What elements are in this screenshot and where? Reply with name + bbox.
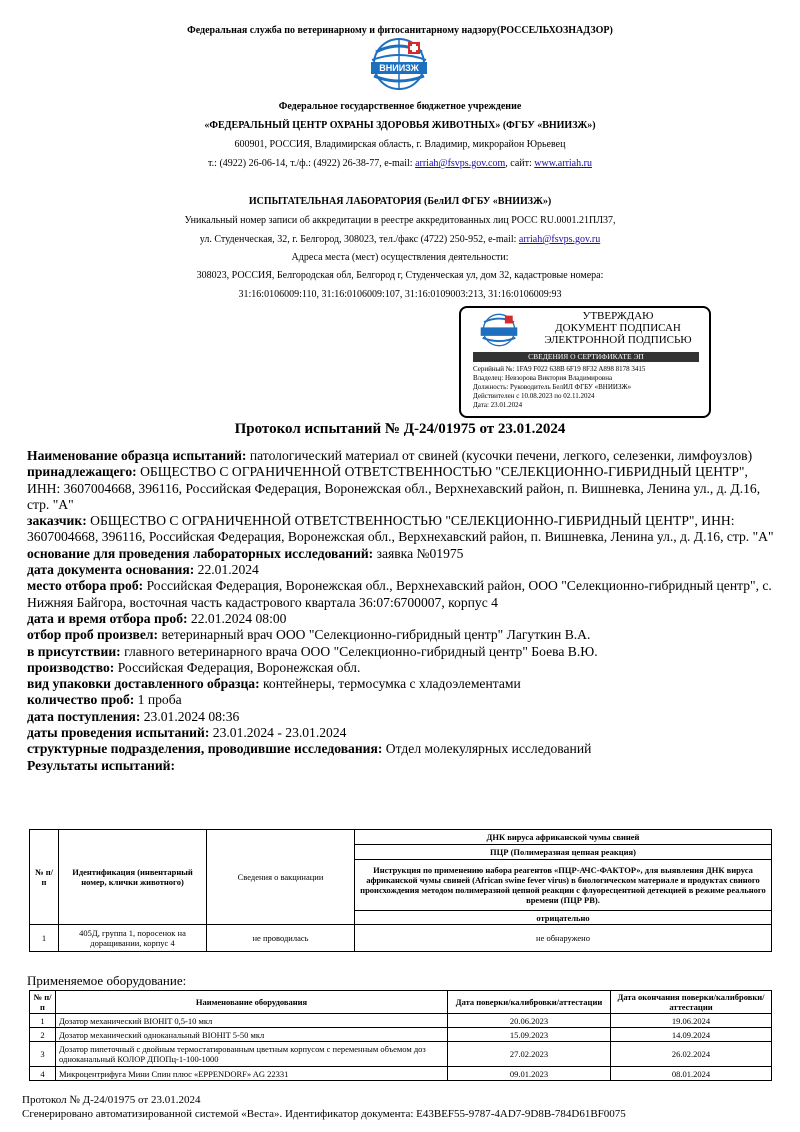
protocol-title: Протокол испытаний № Д-24/01975 от 23.01.2024 [234,421,566,437]
stamp-owner: Владелец: Невзорова Виктория Владимировна [473,374,613,382]
sample-fields [27,448,777,774]
field-departments: структурные подразделения, проводившие исследования: Отдел молекулярных исследований [27,741,592,757]
results-norm: отрицательно [355,911,772,925]
lab-accreditation: Уникальный номер записи об аккредитации в реестре аккредитованных лиц РОСС RU.0001.21ПЛ37, [184,215,616,226]
field-test-dates: даты проведения испытаний: 23.01.2024 - 23.01.2024 [27,725,347,741]
equip-col-num: № п/п [30,991,56,1014]
org-contacts [0,157,800,170]
field-sampling-datetime: дата и время отбора проб: 22.01.2024 08:00 [27,610,287,626]
org-site-link[interactable]: www.arriah.ru [534,158,592,169]
field-sample-name: Наименование образца испытаний: патологический материал от свиней (кусочки печени, легкого, селезенки, лимфоузлов) [27,448,753,463]
stamp-date: Дата: 23.01.2024 [473,401,523,409]
equip-end: 19.06.2024 [611,1014,772,1028]
field-results-heading: Результаты испытаний: [27,757,176,773]
equipment-title: Применяемое оборудование: [27,973,187,988]
stamp-serial: Серийный №: 1FA9 F022 638B 6F19 8F32 A898 8178 3415 [473,365,646,373]
equip-name: Дозатор механический одноканальный BIOHIT 5-50 мкл [56,1028,448,1042]
results-analyte: ДНК вируса африканской чумы свиней [355,830,772,845]
equip-end: 14.09.2024 [611,1028,772,1042]
results-row-result: не обнаружено [355,925,772,952]
stamp-details [473,365,645,410]
logo-text: ВНИИЗЖ [379,63,419,73]
org-line1: Федеральное государственное бюджетное учреждение [278,101,522,112]
stamp-cert-bar: СВЕДЕНИЯ О СЕРТИФИКАТЕ ЭП [473,352,699,362]
table-row [30,1067,772,1081]
field-customer: заказчик: ОБЩЕСТВО С ОГРАНИЧЕННОЙ ОТВЕТСТВЕННОСТЬЮ "СЕЛЕКЦИОННО-ГИБРИДНЫЙ ЦЕНТР", ИНН: 3607004668, 396116, Российская Федерация, Воронежская обл., Верхнехавский район, п. Вишневка, Ленина ул., д. Д.16, стр. "А" [27,513,774,545]
equip-name: Микроцентрифуга Мини Спин плюс «EPPENDORF» AG 22331 [56,1067,448,1081]
equipment-table [29,990,772,1081]
equip-name: Дозатор пипеточный с двойным термостатированным цветным корпусом с переменным объемом доз одноканальный КОЛОР ДПОПц-1-100-1000 [56,1042,448,1067]
lab-places-line2: 31:16:0106009:110, 31:16:0106009:107, 31:16:0109003:213, 31:16:0106009:93 [238,289,562,300]
table-row [30,925,772,952]
equip-col-date: Дата поверки/калибровки/аттестации [448,991,611,1014]
table-row [30,1014,772,1028]
vniizzh-logo-icon [364,38,434,90]
stamp-line3: ЭЛЕКТРОННОЙ ПОДПИСЬЮ [544,334,692,346]
lab-places-line1: 308023, РОССИЯ, Белгородская обл, Белгород г, Студенческая ул, дом 32, кадастровые номера: [196,270,604,281]
stamp-valid: Действителен с 10.08.2023 по 02.11.2024 [473,392,595,400]
equip-end: 08.01.2024 [611,1067,772,1081]
equip-num: 2 [30,1028,56,1042]
results-method: ПЦР (Полимеразная цепная реакция) [355,845,772,860]
lab-contacts [0,233,800,246]
equip-date: 27.02.2023 [448,1042,611,1067]
org-line2: «ФЕДЕРАЛЬНЫЙ ЦЕНТР ОХРАНЫ ЗДОРОВЬЯ ЖИВОТНЫХ» (ФГБУ «ВНИИЗЖ») [204,120,596,131]
stamp-line1: УТВЕРЖДАЮ [582,310,654,322]
results-col-vacc: Сведения о вакцинации [207,830,355,925]
org-site-prefix: , сайт: [505,158,535,169]
equip-num: 3 [30,1042,56,1067]
e-signature-stamp [459,306,711,418]
lab-contacts-prefix: ул. Студенческая, 32, г. Белгород, 308023, тел./факс (4722) 250-952, e-mail: [199,234,519,245]
org-address: 600901, РОССИЯ, Владимирская область, г. Владимир, микрорайон Юрьевец [234,139,566,150]
results-row-vacc: не проводилась [207,925,355,952]
stamp-logo-icon [475,313,523,347]
org-email-link[interactable]: arriah@fsvps.gov.com [415,158,506,169]
field-sampled-by: отбор проб произвел: ветеринарный врач ООО "Селекционно-гибридный центр" Лагуткин В.А. [27,627,591,643]
field-production: производство: Российская Федерация, Воронежская обл. [27,659,361,675]
agency-name: Федеральная служба по ветеринарному и фитосанитарному надзору(РОССЕЛЬХОЗНАДЗОР) [187,25,613,36]
stamp-position: Должность: Руководитель БелИЛ ФГБУ «ВНИИЗЖ» [473,383,632,391]
equip-date: 20.06.2023 [448,1014,611,1028]
equip-num: 4 [30,1067,56,1081]
field-sampling-place: место отбора проб: Российская Федерация, Воронежская обл., Верхнехавский район, ООО "Селекционно-гибридный центр", с. Нижняя Байгора, восточная часть кадастрового квартала 36:07:6700007, корпус 4 [27,578,772,610]
equip-col-end: Дата окончания поверки/калибровки/аттестации [611,991,772,1014]
results-row-id: 405Д, группа 1, поросенок на доращивании, корпус 4 [59,925,207,952]
table-row [30,1028,772,1042]
field-received-date: дата поступления: 23.01.2024 08:36 [27,708,240,724]
equip-num: 1 [30,1014,56,1028]
results-col-num: № п/п [30,830,59,925]
field-packaging: вид упаковки доставленного образца: контейнеры, термосумка с хладоэлементами [27,676,521,692]
results-table [29,829,772,952]
footer-protocol: Протокол № Д-24/01975 от 23.01.2024 [22,1094,201,1106]
equip-col-name: Наименование оборудования [56,991,448,1014]
field-basis: основание для проведения лабораторных исследований: заявка №01975 [27,545,464,561]
stamp-line2: ДОКУМЕНТ ПОДПИСАН [555,322,681,334]
lab-places-title: Адреса места (мест) осуществления деятельности: [291,252,509,263]
table-row [30,1042,772,1067]
equip-end: 26.02.2024 [611,1042,772,1067]
field-presence: в присутствии: главного ветеринарного врача ООО "Селекционно-гибридный центр" Боева В.Ю. [27,643,598,659]
results-col-id: Идентификация (инвентарный номер, клички животного) [59,830,207,925]
field-basis-date: дата документа основания: 22.01.2024 [27,562,259,578]
equip-name: Дозатор механический BIOHIT 0,5-10 мкл [56,1014,448,1028]
lab-title: ИСПЫТАТЕЛЬНАЯ ЛАБОРАТОРИЯ (БелИЛ ФГБУ «ВНИИЗЖ») [248,196,552,207]
field-sample-count: количество проб: 1 проба [27,692,182,708]
results-row-num: 1 [30,925,59,952]
field-owner: принадлежащего: ОБЩЕСТВО С ОГРАНИЧЕННОЙ ОТВЕТСТВЕННОСТЬЮ "СЕЛЕКЦИОННО-ГИБРИДНЫЙ ЦЕНТР", ИНН: 3607004668, 396116, Российская Федерация, Воронежская обл., Верхнехавский район, п. Вишневка, Ленина ул., д. Д.16, стр. "А" [27,464,761,512]
org-contacts-prefix: т.: (4922) 26-06-14, т./ф.: (4922) 26-38-77, e-mail: [208,158,416,169]
equip-date: 15.09.2023 [448,1028,611,1042]
lab-email-link[interactable]: arriah@fsvps.gov.ru [518,234,601,245]
stamp-heading [533,310,703,346]
equip-date: 09.01.2023 [448,1067,611,1081]
results-instruction: Инструкция по применению набора реагентов «ПЦР-АЧС-ФАКТОР», для выявления ДНК вируса африканской чумы свиней (African swine fever virus) в биологическом материале и продуктах свиного происхождения методом полимеразной цепной реакции с флуоресцентной детекцией в режиме реального времени (ПЦР РВ). [355,860,772,911]
footer-generated: Сгенерировано автоматизированной системой «Веста». Идентификатор документа: E43BEF55-9787-4AD7-9D8B-784D61BF0075 [22,1108,626,1120]
